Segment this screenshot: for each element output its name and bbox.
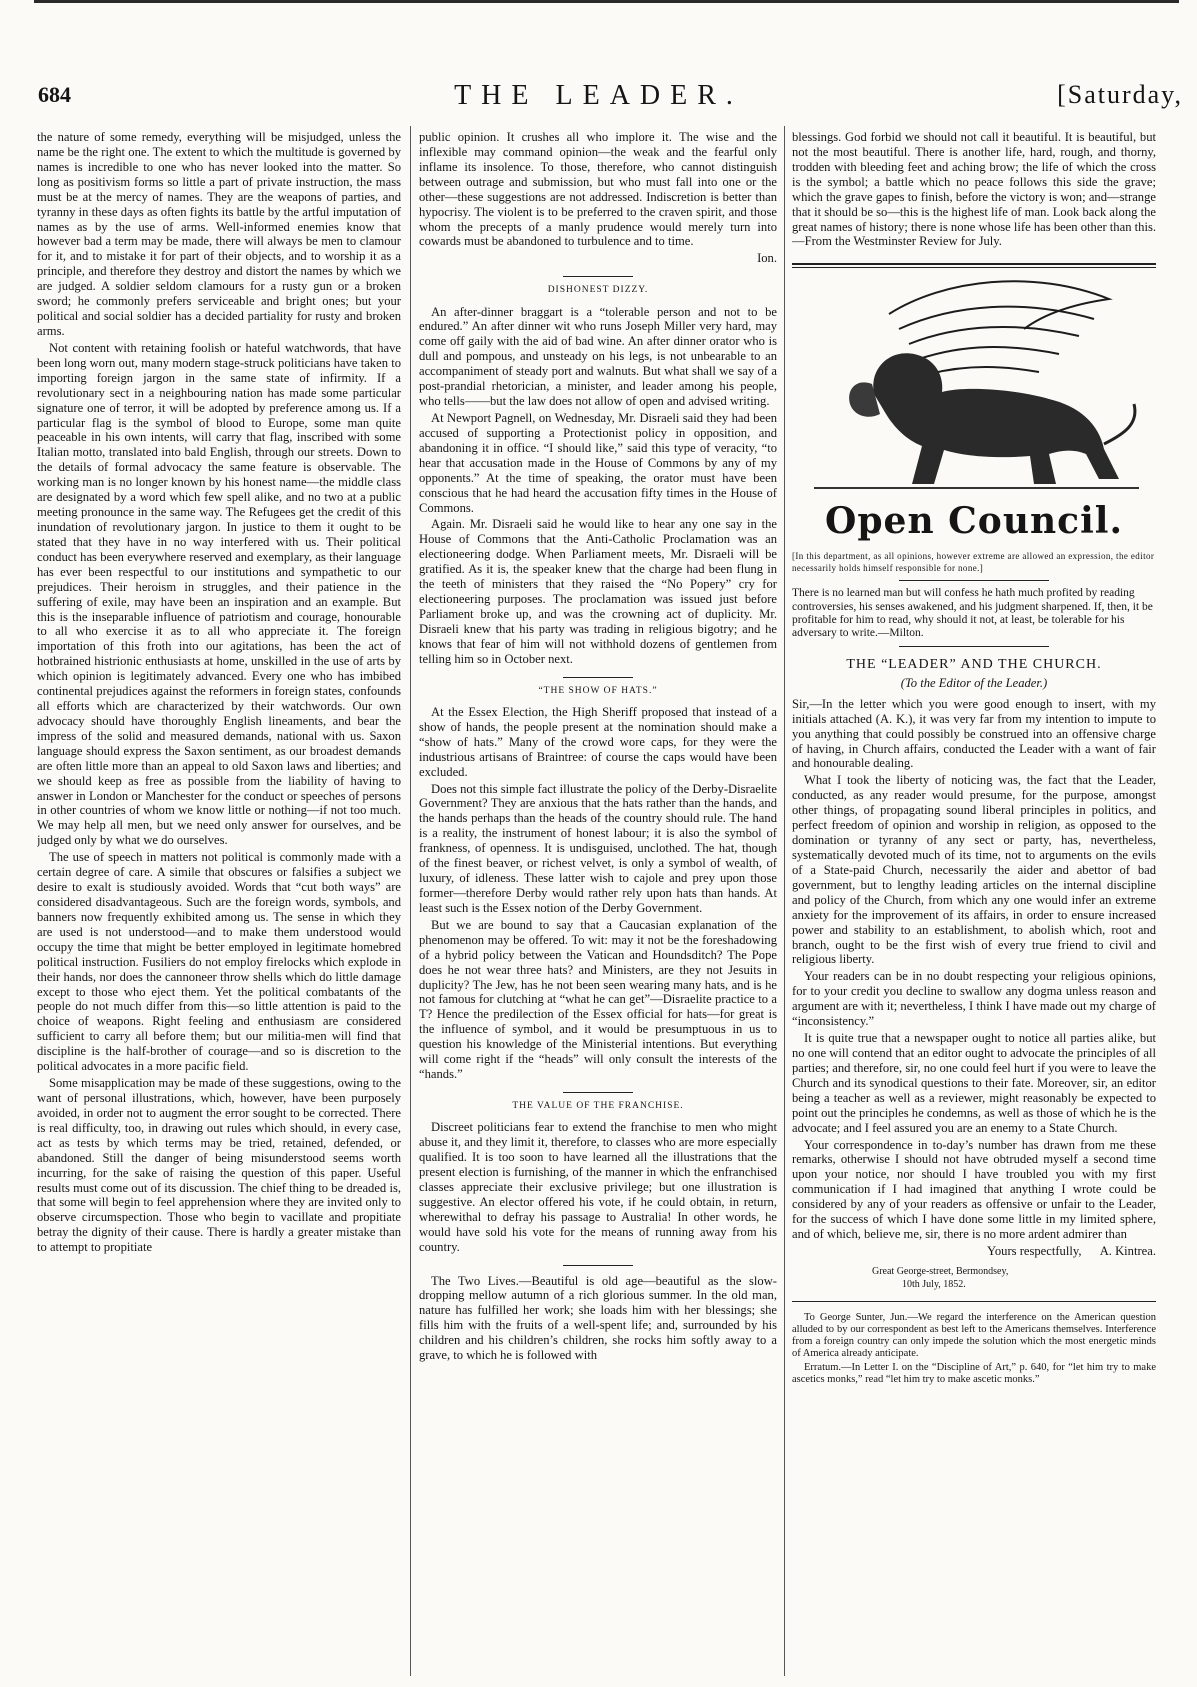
wing-stroke <box>899 307 1094 329</box>
newspaper-title: THE LEADER. <box>454 80 743 111</box>
paragraph: An after-dinner braggart is a “tolerable person and not to be endured.” An after dinner wit who runs Joseph Miller very hard, may come off gaily with the aid of bad wine. An after dinner orator who is dull and pompous, and unsteady on his legs, is not unbearable to an accompaniment of steady port and walnuts. But what shall we say of a post-prandial rhetorician, a minister, and leader among his people, who tells——but the law does not allow of open and advised writing. <box>419 304 777 409</box>
paragraph: Does not this simple fact illustrate the policy of the Derby-Disraelite Government? They are anxious that the hats rather than the hands, and the hands perhaps than the heads of the country should rule. The hand is a reality, the instrument of honest labour; it is also the symbol of frankness, of openness. It is undisguised, unclothed. The hat, though of the finest beaver, or richest velvet, is only a symbol of wealth, of luxury, of idleness. These latter wish to cajole and prey upon those former—therefore Derby would rather rely upon hats than hands. At least such is the Essex notion of the Derby Government. <box>419 781 777 915</box>
paragraph: blessings. God forbid we should not call it beautiful. It is beautiful, but not the most beautiful. There is another life, hard, rough, and thorny, trodden with bleeding feet and aching brow; the life of which the cross is the symbol; a battle which no peace follows this side the grave; which the grave gapes to finish, before the victory is won; and—strange that it should be so—this is the highest life of man. Look back along the great names of history; there is none whose life has been other than this.—From the Westminster Review for July. <box>792 130 1156 249</box>
column-1 <box>37 130 401 1675</box>
closing-text: Yours respectfully, <box>987 1243 1082 1258</box>
wing-stroke <box>919 347 1059 359</box>
author-signature: Ion. <box>757 251 777 266</box>
wing-upper-stroke <box>889 282 1109 330</box>
letter-subtitle: (To the Editor of the Leader.) <box>900 675 1048 690</box>
notice-to-correspondent: To George Sunter, Jun.—We regard the interference on the American question alluded to by our correspondent as best left to the Americans themselves. Interference from a foreign country can only impede the solution which the most energetic minds of America already anticipate. <box>792 1311 1156 1360</box>
divider <box>563 677 633 678</box>
paragraph: Again. Mr. Disraeli said he would like to hear any one say in the House of Commons that the Anti-Catholic Proclamation was an electioneering dodge. When Parliament meets, Mr. Disraeli will be gratified. As it is, the speaker knew that the charge had been flung in the teeth of ministers that they raised the “No Popery” cry for electioneering purposes. The proclamation was issued just before Parliament broke up, and was the crowning act of duplicity. Mr. Disraeli knew that his party was trading in religious bigotry; and he knows that fear of him will not withhold dozens of gentlemen from telling him so in October next. <box>419 517 777 666</box>
article-heading: THE VALUE OF THE FRANCHISE. <box>512 1100 684 1111</box>
paragraph: Discreet politicians fear to extend the franchise to men who might abuse it, and they limit it, therefore, to classes who are more especially qualified. It is too soon to have learned all the illustrations that the present election is furnishing, of the manner in which the enfranchised classes appreciate their exclusive privilege; but one illustration is suggestive. An elector offered his vote, if he could obtain, in return, wherewithal to defray his passage to Australia! In other words, he would have sold his vote for the means of running away from his country. <box>419 1120 777 1254</box>
lion-tail <box>1104 404 1135 444</box>
divider <box>899 646 1049 647</box>
department-note: [In this department, as all opinions, however extreme are allowed an expression, the editor necessarily holds himself responsible for none.] <box>792 551 1155 573</box>
paragraph: Sir,—In the letter which you were good enough to insert, with my initials attached (A. K.), it was very far from my intention to impute to you anything that could possibly be construed into an offensive charge of having, in Church affairs, conducted the Leader with a want of fair and honourable dealing. <box>792 696 1156 771</box>
paragraph: Not content with retaining foolish or hateful watchwords, that have been long worn out, many modern stage-struck politicians have taken to importing foreign jargon in the same state of infirmity. If a revolutionary sect in a neighbouring nation has made some particular signature one of terror, it will be adopted by preference among us. If a particular flag is the symbol of blood to Europe, some man quite peaceable in his own intents, will carry that flag, inscribed with some Italian motto, translated into bald English, through our streets. Down to the details of formal advocacy the same feature is observable. The working man is no longer known by his honest name—the middle class are designated by a word which few spell alike, and no two at a public meeting pronounce in the same way. The Refugees get the credit of this inundation of revolutionary jargon. In justice to them it ought to be stated that they have in no way interfered with us. Their political conduct has been everywhere reserved and exemplary, as their language has ever been respectful to our institutions and sympathetic to our prejudices. Their heroism in struggles, and their patience in the suffering of exile, may have been an inspiration and an example. But this is the inseparable influence of patriotism and courage, honourable to all who exercise it as to all who appreciate it. The foreign importation of this froth into our agitations, has been the act of hotbrained histrionic enthusiasts at home, unskilled in the use of arts by which opinion is legitimately advanced. Every one who has imbibed continental prejudices against the reformers in foreign states, confounds all efforts which are characterized by their watchwords. Our own advocacy should have thoroughly English lineaments, and bear the impress of the solid and measured demands, national with us. Saxon language should express the Saxon sentiment, as our broadest demands are often little more than an appeal to old Saxon laws and liberties; and we should keep as free as possible from the liability of having to answer in London or Manchester for the conduct or speeches of persons in other countries of whom we know little or nothing—if not too much. We may help all men, but we need only answer for ourselves, and be judged only by what we do ourselves. <box>37 340 401 848</box>
paragraph: Your correspondence in to-day’s number has drawn from me these remarks, otherwise I should not have obtruded myself a second time upon your notice, nor should I have troubled you with my first communication if I had imagined that anything I wrote could be considered by any of your readers as offensive or unfair to the Leader, for the success of which I have done some little in my limited sphere, and of which, believe me, sir, there is no more ardent admirer than <box>792 1137 1156 1242</box>
divider <box>792 1301 1156 1302</box>
paragraph: At Newport Pagnell, on Wednesday, Mr. Disraeli said they had been accused of supporting a Protectionist policy in opposition, and abandoning it in office. “I should like,” said this type of veracity, “to hear that accusation made in the House of Commons by any of my opponents.” At the time of speaking, the orator must have been conscious that he had heard the accusation fifty times in the House of Commons. <box>419 411 777 515</box>
column-divider <box>410 126 411 1676</box>
issue-day: [Saturday, <box>1057 80 1183 109</box>
paragraph: But we are bound to say that a Caucasian explanation of the phenomenon may be offered. To wit: may it not be the foreshadowing of a hybrid policy between the Vatican and Houndsditch? The Pope does he not wear three hats? and Ministers, are they not Jesuits in duplicity? The Jew, has he not been seen wearing many hats, and is he not famous for clutching at “what he can get”—Disraelite practice to a T? Hence the predilection of the Essex official for hats—for great is the influence of symbol, and it would be presumptuous in us to question his knowledge of the Ministerial intentions. But everything will come right if the “heads” will only consult the interests of the “hands.” <box>419 917 777 1082</box>
erratum-notice: Erratum.—In Letter I. on the “Discipline of Art,” p. 640, for “let him try to make ascetics monks,” read “let him try to make ascetic monks.” <box>792 1362 1156 1386</box>
article-heading: DISHONEST DIZZY. <box>547 285 649 296</box>
paragraph: At the Essex Election, the High Sheriff proposed that instead of a show of hands, the people present at the nomination should make a “show of hats.” Many of the crowd wore caps, for they were the industrious artisans of Braintree: of course the caps would have been excluded. <box>419 704 777 779</box>
letter-title: THE “LEADER” AND THE CHURCH. <box>846 657 1102 673</box>
paragraph: public opinion. It crushes all who implore it. The wise and the inflexible may command opinion—the weak and the fearful only inflame its insolence. To those, therefore, who cannot distinguish between outrage and submission, but who must fall into one or the other—these suggestions are not addressed. Indiscretion is better than hypocrisy. The violent is to be preferred to the craven spirit, and those whom the precepts of a manly prudence would merely turn into cowards must be abandoned to turbulence and to time. <box>419 130 777 249</box>
signer-name: A. Kintrea. <box>1099 1243 1156 1258</box>
wing-stroke <box>929 367 1039 374</box>
paragraph: It is quite true that a newspaper ought to notice all parties alike, but no one will contend that an editor ought to advocate the principles of all parties; and therefore, sir, no one could feel hurt if you were to leave the Church and its synodical questions to their fate. Moreover, sir, an editor being a teacher as well as a reviewer, might reasonably be expected to point out the principles he condemns, as well as those of which he is the advocate; and I feel assured you are an enemy to a State Church. <box>792 1031 1156 1135</box>
divider <box>563 276 633 277</box>
wing-stroke <box>909 327 1079 344</box>
paragraph: The Two Lives.—Beautiful is old age—beautiful as the slow-dropping mellow autumn of a rich glorious summer. In the old man, nature has fulfilled her work; she loads him with her blessings; she fills him with the fruits of a well-spent life; and, surrounded by his children and his children’s children, she rocks him softly away to a grave, to which he is followed with <box>419 1273 777 1363</box>
divider <box>563 1092 633 1093</box>
date-line: 10th July, 1852. <box>902 1278 966 1290</box>
column-3 <box>792 130 1156 1675</box>
double-rule <box>792 263 1156 268</box>
paragraph: the nature of some remedy, everything will be misjudged, unless the name be the right one. The extent to which the multitude is governed by names is incredible to one who has never looked into the matter. So long as positivism forms so little a part of private instruction, the mass must be at the mercy of names. They are the weapons of parties, and tyranny in these days as often fights its battle by the artful imputation of names as by the use of arms. Well-informed enemies know that however bad a term may be made, there will always be men to clamour for it, and to mistake it for part of their objects, and to worship it as a principle, and therefore they destroy and distort the names by which we are judged. A soldier seldom clamours for a rusty gun or a broken sword; he commonly prefers serviceable and bright ones; but your political and social soldier has a decided partiality for rusty and broken arms. <box>37 130 401 338</box>
letter-closing <box>792 1244 1156 1259</box>
divider <box>899 580 1049 581</box>
lion-body <box>873 354 1119 485</box>
paragraph: Your readers can be in no doubt respecting your religious opinions, for to your credit you decline to swallow any dogma unless reason and argument are with it; nevertheless, I think I have made out my charge of “inconsistency.” <box>792 969 1156 1029</box>
page-number: 684 <box>38 82 71 107</box>
section-title: Open Council. <box>825 500 1123 543</box>
article-heading: “THE SHOW OF HATS.” <box>538 685 658 696</box>
paragraph: The use of speech in matters not political is commonly made with a certain degree of care. A simile that obscures or falsifies a subject we desire to exalt is studiously avoided. Words that “cut both ways” are considered disadvantageous. Such are the foreign words, symbols, and banners now frequently exhibited among us. The sense in which they are used is not understood—and to make them understood would occupy the time that might be better employed in legitimate homebred political instruction. Fusiliers do not employ firelocks which explode in their hands, nor does the cannoneer throw shells which do little damage except to those who eject them. Yet the political combatants of the people do not much differ from this—so little attention is paid to the choice of weapons. Right feeling and enthusiasm are considered sufficient to carry all before them; but our militia-men will find that discipline is the half-brother of courage—and so is discretion to the political advocates in a more pacific field. <box>37 850 401 1074</box>
address-line: Great George-street, Bermondsey, <box>872 1265 1009 1277</box>
column-divider <box>784 126 785 1676</box>
column-2 <box>419 130 777 1675</box>
paragraph: Some misapplication may be made of these suggestions, owing to the want of personal illustrations, which, however, have been purposely avoided, in order not to augment the error sought to be corrected. There is real difficulty, too, in drawing out rules which should, in every case, act as tests by which terms may be tried, retained, defended, or abandoned. Still the danger of being misunderstood seems worth incurring, for the sake of raising the question of this paper. Useful results must come out of its discussion. The chief thing to be dreaded is, that some will begin to feel apprehension where they are invited only to observe circumspection. Those who begin to vacillate and propitiate betray the dignity of their cause. There is hardly a greater mistake than to attempt to propitiate <box>37 1076 401 1255</box>
divider <box>563 1265 633 1266</box>
winged-lion-vignette <box>794 274 1154 504</box>
paragraph: What I took the liberty of noticing was, the fact that the Leader, conducted, as any reader would presume, for the purpose, amongst other things, of propagating sound liberal principles in politics, and perfect freedom of opinion and worship in religion, as opposed to the domination or tyranny of any sect or party, has, nevertheless, systematically devoted much of its time, not to arguments on the evils of a State-paid Church, necessarily the aider and abettor of bad government, but to lengthy leading articles on the internal discipline and policy of the Church, from which any one would infer an extreme anxiety for the improvement of its affairs, in order to ensure increased power and stability to an establishment, to abolish which, root and branch, ought to be the first wish of every true friend to civil and religious liberty. <box>792 773 1156 967</box>
epigraph-quote: There is no learned man but will confess he hath much profited by reading controversies, his senses awakened, and his judgment sharpened. If, then, it be profitable for him to read, why should it not, at least, be tolerable for his adversary to write.—Milton. <box>792 587 1153 640</box>
